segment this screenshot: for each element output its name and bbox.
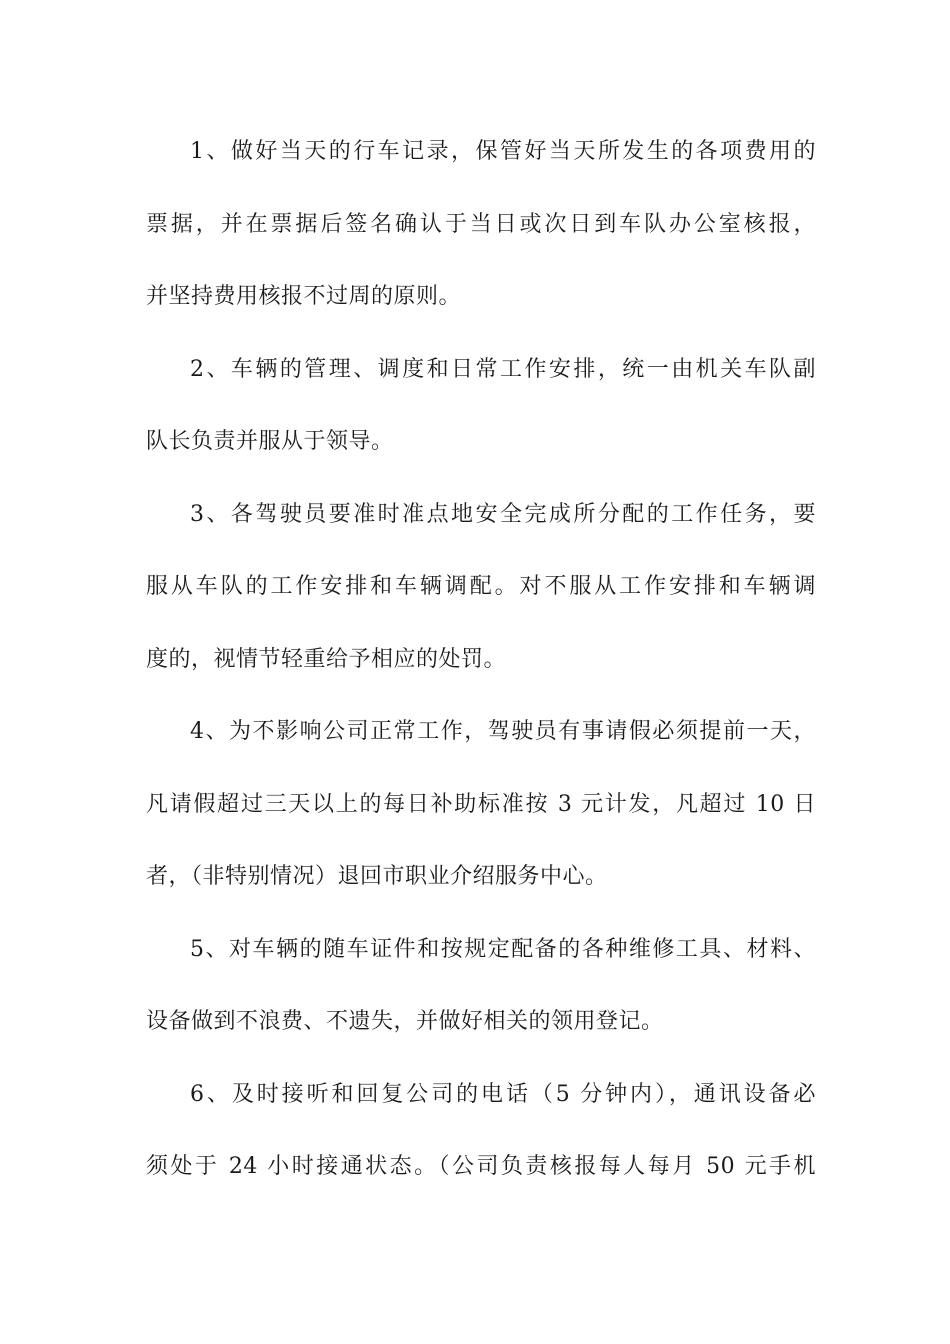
text-line: 2、车辆的管理、调度和日常工作安排，统一由机关车队副 bbox=[190, 356, 816, 382]
paragraph-6 bbox=[146, 1075, 816, 1220]
text-line: 度的，视情节轻重给予相应的处罚。 bbox=[146, 646, 507, 672]
paragraph-3 bbox=[146, 495, 816, 713]
text-line: 4、为不影响公司正常工作，驾驶员有事请假必须提前一天， bbox=[190, 719, 816, 744]
text-line: 设备做到不浪费、不遗失，并做好相关的领用登记。 bbox=[146, 1009, 664, 1034]
text-line: 5、对车辆的随车证件和按规定配备的各种维修工具、材料、 bbox=[190, 936, 816, 962]
text-line: 3、各驾驶员要准时准点地安全完成所分配的工作任务，要 bbox=[190, 501, 816, 527]
text-line: 须处于 24 小时接通状态。（公司负责核报每人每月 50 元手机 bbox=[146, 1154, 816, 1179]
paragraph-4 bbox=[146, 712, 816, 930]
text-line: 并坚持费用核报不过周的原则。 bbox=[146, 284, 462, 309]
text-line: 6、及时接听和回复公司的电话（5 分钟内），通讯设备必 bbox=[190, 1081, 816, 1107]
paragraph-2 bbox=[146, 350, 816, 495]
document-body bbox=[146, 132, 816, 1220]
text-line: 队长负责并服从于领导。 bbox=[146, 429, 394, 454]
text-line: 服从车队的工作安排和车辆调配。对不服从工作安排和车辆调 bbox=[146, 574, 816, 599]
paragraph-5 bbox=[146, 930, 816, 1075]
paragraph-1 bbox=[146, 132, 816, 350]
text-line: 凡请假超过三天以上的每日补助标准按 3 元计发，凡超过 10 日 bbox=[146, 791, 816, 817]
text-line: 票据，并在票据后签名确认于当日或次日到车队办公室核报， bbox=[146, 211, 816, 237]
text-line: 者，（非特别情况）退回市职业介绍服务中心。 bbox=[146, 864, 608, 889]
text-line: 1、做好当天的行车记录，保管好当天所发生的各项费用的 bbox=[190, 139, 816, 164]
